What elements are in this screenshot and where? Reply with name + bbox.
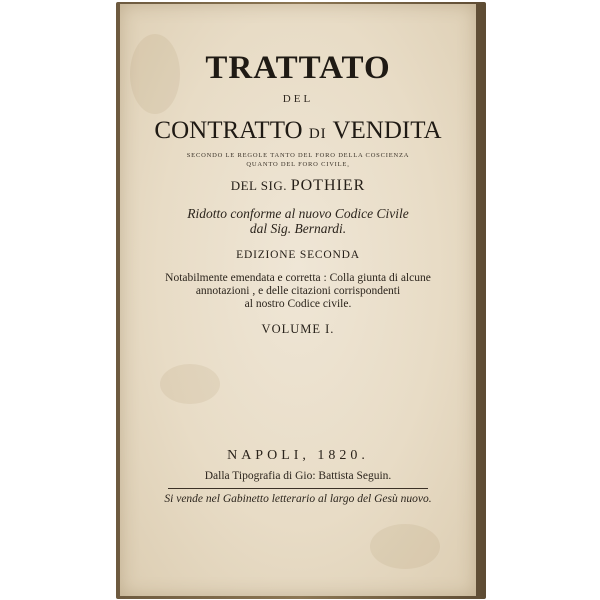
title-page	[120, 4, 476, 596]
paper-foxing-spot	[370, 524, 440, 569]
title-del: DEL	[282, 93, 314, 105]
notes-line-1: Notabilmente emendata e corretta : Colla giunta di alcune	[165, 272, 431, 284]
book-subject	[120, 117, 476, 145]
volume-label: VOLUME I.	[261, 322, 335, 336]
imprint-seller: Si vende nel Gabinetto letterario al largo del Gesù nuovo.	[164, 493, 432, 505]
notes-line-2: annotazioni , e delle citazioni corrispondenti	[195, 285, 401, 297]
imprint-divider	[168, 488, 428, 489]
book-title: TRATTATO	[205, 50, 391, 86]
author-line	[120, 177, 476, 195]
edition-label: EDIZIONE SECONDA	[236, 249, 360, 261]
reduced-line-2: dal Sig. Bernardi.	[249, 221, 347, 236]
author-prefix: DEL SIG.	[230, 178, 287, 193]
subtitle-line-2: QUANTO DEL FORO CIVILE,	[246, 161, 350, 168]
subject-contratto: CONTRATTO	[154, 117, 303, 144]
subject-vendita: VENDITA	[332, 117, 442, 144]
reduced-line-1: Ridotto conforme al nuovo Codice Civile	[187, 206, 409, 221]
author-name: POTHIER	[290, 177, 366, 194]
paper-foxing-spot	[160, 364, 220, 404]
notes-line-3: al nostro Codice civile.	[244, 298, 352, 310]
imprint-place-date: NAPOLI, 1820.	[227, 448, 369, 463]
imprint-printer: Dalla Tipografia di Gio: Battista Seguin.	[204, 470, 392, 482]
subject-di: DI	[308, 126, 327, 142]
subtitle-line-1: SECONDO LE REGOLE TANTO DEL FORO DELLA COSCIENZA	[186, 152, 410, 159]
